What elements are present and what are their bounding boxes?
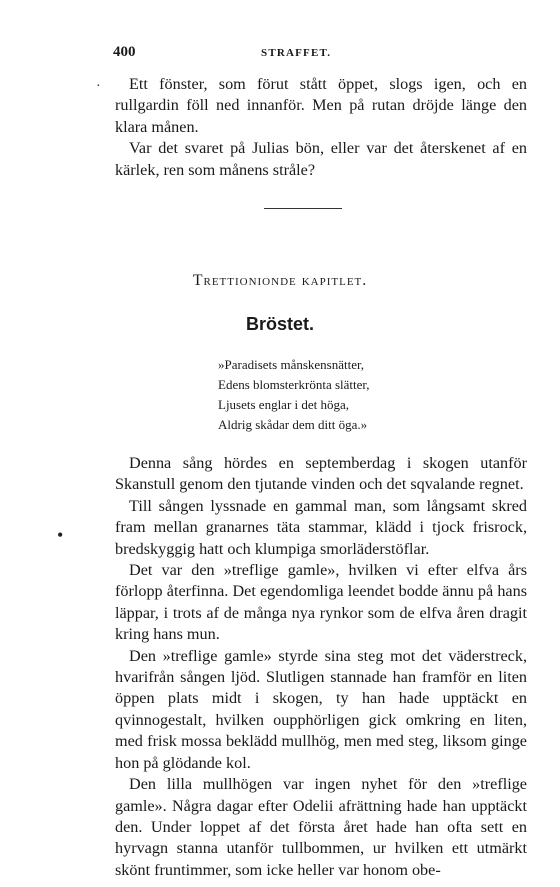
section-divider [264, 208, 342, 209]
body-text-block [115, 453, 527, 881]
poem [218, 355, 468, 435]
section-title: Bröstet. [245, 314, 314, 334]
poem-line: Ljusets englar i det höga, [218, 397, 350, 412]
chapter-title [0, 272, 560, 290]
paragraph: Var det svaret på Julias bön, eller var det återskenet af en kärlek, ren som månens stråle? [115, 139, 527, 179]
page-number: 400 [113, 44, 136, 60]
margin-dot-mark: · [96, 79, 101, 94]
top-text-block [115, 74, 527, 181]
paragraph: Till sången lyssnade en gammal man, som långsamt skred fram mellan granarnes täta stammar, klädd i tjock frisrock, bredskyggig hatt och klumpiga smorläderstöflar. [115, 496, 527, 558]
poem-line: Edens blomsterkrönta slätter, [218, 377, 370, 392]
page-header [0, 44, 560, 64]
paragraph: Det var den »treflige gamle», hvilken vi efter elfva års förlopp återfinna. Det egendomliga leendet bodde ännu på hans läppar, i trots af de många nya rynkor som de elfva åren dragit kring hans mun. [115, 561, 527, 644]
paragraph: Den lilla mullhögen var ingen nyhet för den »treflige gamle». Några dagar efter Odelii afrättning hade han upptäckt den. Under loppet af det första året hade han ofta sett en hyrvagn stanna utanför tullbommen, ur hvilken ett utmärkt skönt fruntimmer, som icke heller var honom obe- [115, 775, 527, 879]
paragraph: Ett fönster, som förut stått öppet, slogs igen, och en rullgardin föll ned innanför. Men på rutan dröjde länge den klara månen. [115, 75, 527, 136]
poem-line: »Paradisets månskensnätter, [218, 357, 365, 372]
running-head: STRAFFET. [261, 47, 332, 59]
chapter-title-text: Trettionionde kapitlet. [192, 272, 368, 289]
paragraph: Den »treflige gamle» styrde sina steg mot det väderstreck, hvarifrån sången ljöd. Slutligen stannade han framför en liten öppen plats midt i skogen, ty han hade upptäckt en qvinnogestalt, hvilken oupphörligen gick omkring en liten, med frisk mossa beklädd mullhög, men med steg, liksom ginge hon på glödande kol. [115, 646, 527, 772]
poem-line: Aldrig skådar dem ditt öga.» [218, 417, 368, 432]
paragraph: Denna sång hördes en septemberdag i skogen utanför Skanstull genom den tjutande vinden och det sqvalande regnet. [115, 454, 527, 494]
margin-bullet-mark: • [57, 525, 64, 545]
